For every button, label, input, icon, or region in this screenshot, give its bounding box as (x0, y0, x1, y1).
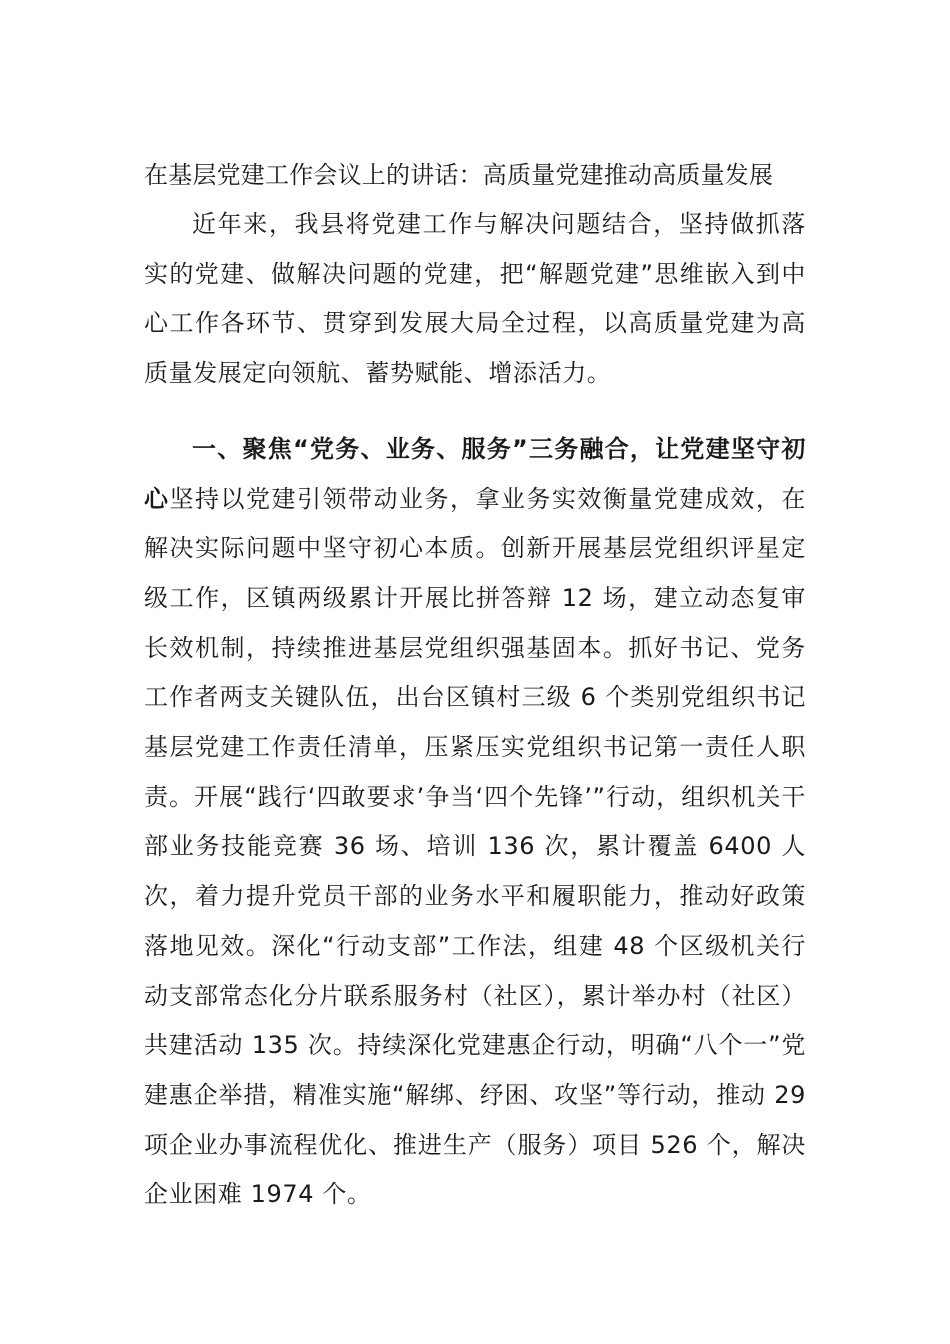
document-content (144, 150, 806, 1220)
section-1-paragraph (144, 425, 806, 1220)
section-1-body: 坚持以党建引领带动业务，拿业务实效衡量党建成效，在解决实际问题中坚守初心本质。创新开展基层党组织评星定级工作，区镇两级累计开展比拼答辩 12 场，建立动态复审长效机制，持续推进基层党组织强基固本。抓好书记、党务工作者两支关键队伍，出台区镇村三级 6 个类别党组织书记基层党建工作责任清单，压紧压实党组织书记第一责任人职责。开展“践行‘四敢要求’争当‘四个先锋’”行动，组织机关干部业务技能竞赛 36 场、培训 136 次，累计覆盖 6400 人次，着力提升党员干部的业务水平和履职能力，推动好政策落地见效。深化“行动支部”工作法，组建 48 个区级机关行动支部常态化分片联系服务村（社区），累计举办村（社区）共建活动 135 次。持续深化党建惠企行动，明确“八个一”党建惠企举措，精准实施“解绑、纾困、攻坚”等行动，推动 29 项企业办事流程优化、推进生产（服务）项目 526 个，解决企业困难 1974 个。 (144, 484, 806, 1209)
section-1-heading: 一、聚焦“党务、业务、服务”三务融合，让党建坚守初心 (144, 434, 806, 513)
document-title: 在基层党建工作会议上的讲话：高质量党建推动高质量发展 (144, 161, 774, 189)
section-1 (144, 425, 806, 1220)
intro-paragraph: 近年来，我县将党建工作与解决问题结合，坚持做抓落实的党建、做解决问题的党建，把“解题党建”思维嵌入到中心工作各环节、贯穿到发展大局全过程，以高质量党建为高质量发展定向领航、蓄势赋能、增添活力。 (144, 210, 806, 388)
